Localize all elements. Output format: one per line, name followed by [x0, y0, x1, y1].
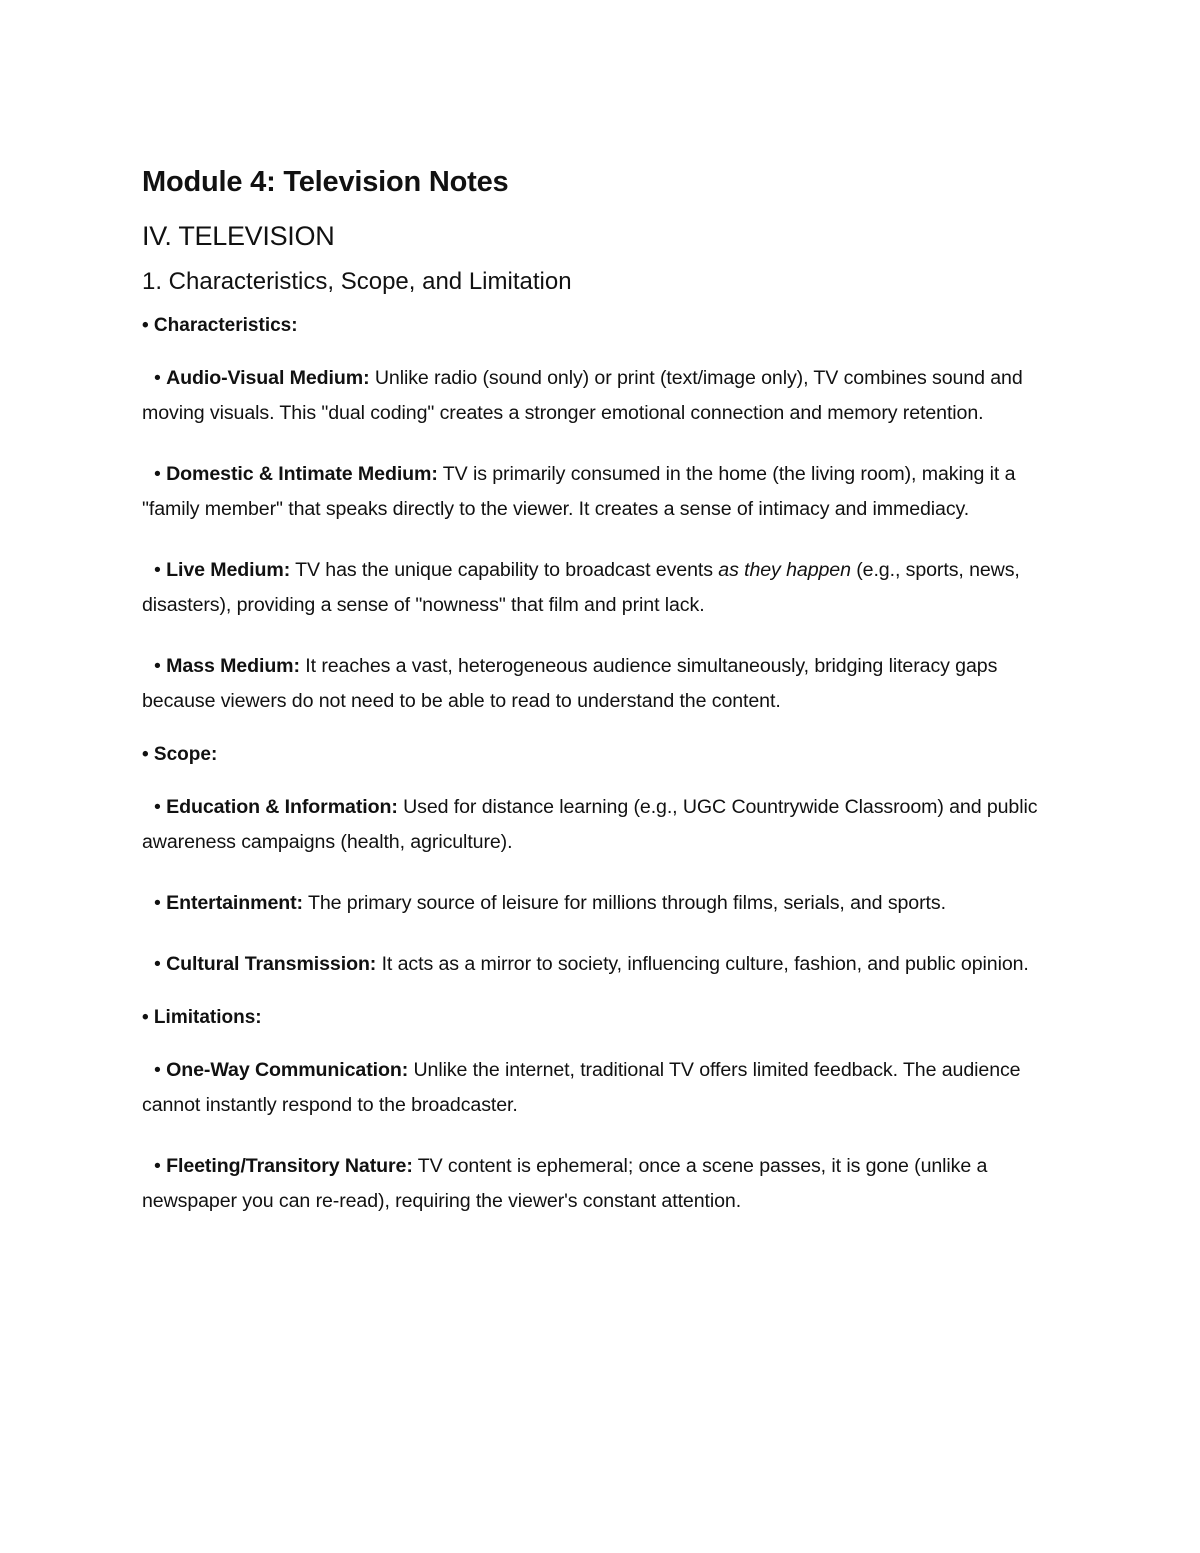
bullet-glyph: • [154, 1155, 161, 1177]
item-term: Domestic & Intimate Medium: [166, 463, 438, 485]
subsection-heading: 1. Characteristics, Scope, and Limitation [142, 268, 572, 295]
list-item-entertainment [142, 886, 1062, 921]
item-description-continued: (e.g., sports, news, disasters), providing a sense of "nowness" that film and print lack. [142, 559, 1020, 616]
bullet-glyph: • [154, 796, 161, 818]
list-item-cultural-transmission [142, 947, 1062, 982]
item-description: TV content is ephemeral; once a scene passes, it is gone (unlike a newspaper you can re-read), requiring the viewer's constant attention. [142, 1155, 988, 1212]
item-term: One-Way Communication: [166, 1059, 409, 1081]
group-label-scope: • Scope: [142, 744, 218, 765]
item-description: The primary source of leisure for millions through films, serials, and sports. [302, 892, 946, 914]
bullet-glyph: • [154, 463, 161, 485]
item-description: Unlike the internet, traditional TV offers limited feedback. The audience cannot instantly respond to the broadcaster. [142, 1059, 1021, 1116]
list-item-audio-visual-medium [142, 361, 1062, 431]
group-label-characteristics: • Characteristics: [142, 315, 298, 336]
document-title: Module 4: Television Notes [142, 166, 509, 198]
item-emphasis: as they happen [718, 559, 851, 581]
section-heading: IV. TELEVISION [142, 221, 335, 251]
list-item-fleeting-transitory-nature [142, 1149, 1062, 1219]
item-term: Entertainment: [166, 892, 303, 914]
item-description: Unlike radio (sound only) or print (text/image only), TV combines sound and moving visuals. This "dual coding" creates a stronger emotional connection and memory retention. [142, 367, 1023, 424]
item-description: It reaches a vast, heterogeneous audience simultaneously, bridging literacy gaps because viewers do not need to be able to read to understand the content. [142, 655, 998, 712]
item-description: Used for distance learning (e.g., UGC Countrywide Classroom) and public awareness campaigns (health, agriculture). [142, 796, 1038, 853]
bullet-glyph: • [154, 953, 161, 975]
list-item-live-medium [142, 553, 1062, 623]
item-description: TV is primarily consumed in the home (the living room), making it a "family member" that speaks directly to the viewer. It creates a sense of intimacy and immediacy. [142, 463, 1016, 520]
list-item-domestic-intimate-medium [142, 457, 1062, 527]
list-item-education-information [142, 790, 1062, 860]
list-item-mass-medium [142, 649, 1062, 719]
item-description: It acts as a mirror to society, influencing culture, fashion, and public opinion. [376, 953, 1029, 975]
item-term: Mass Medium: [166, 655, 300, 677]
item-term: Cultural Transmission: [166, 953, 377, 975]
bullet-glyph: • [154, 559, 161, 581]
group-label-limitations: • Limitations: [142, 1007, 262, 1028]
list-item-one-way-communication [142, 1053, 1062, 1123]
item-term: Fleeting/Transitory Nature: [166, 1155, 413, 1177]
bullet-glyph: • [154, 367, 161, 389]
bullet-glyph: • [154, 892, 161, 914]
item-term: Audio-Visual Medium: [166, 367, 370, 389]
bullet-glyph: • [154, 1059, 161, 1081]
bullet-glyph: • [154, 655, 161, 677]
item-term: Live Medium: [166, 559, 291, 581]
item-description: TV has the unique capability to broadcast events [290, 559, 719, 581]
item-term: Education & Information: [166, 796, 398, 818]
document-page [142, 160, 1062, 1219]
